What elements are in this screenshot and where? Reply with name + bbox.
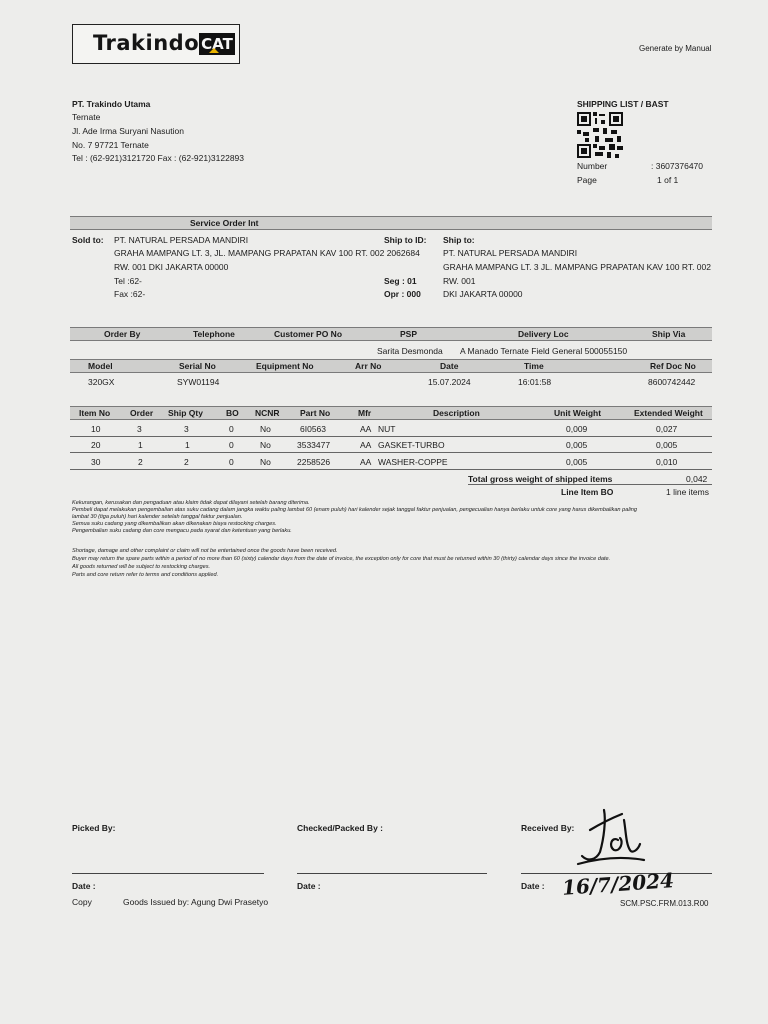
ship-qty-cell: 3 (184, 424, 189, 434)
items-header-band (70, 406, 712, 420)
description-cell: GASKET-TURBO (378, 440, 445, 450)
line-item-bo-label: Line Item BO (561, 487, 614, 497)
bo-cell: 0 (229, 457, 234, 467)
col-date: Date (440, 361, 459, 371)
goods-issued-by: Goods Issued by: Agung Dwi Prasetyo (123, 897, 269, 907)
item-no-cell: 20 (91, 440, 101, 450)
sold-to-address-1: GRAHA MAMPANG LT. 3, JL. MAMPANG PRAPATAN KAV 100 RT. 002 2062684 (114, 248, 420, 258)
company-city: Ternate (72, 112, 101, 122)
line-item-bo-value: 1 line items (666, 487, 709, 497)
serial-value: SYW01194 (177, 377, 220, 387)
ship-to-address-1: GRAHA MAMPANG LT. 3 JL. MAMPANG PRAPATAN KAV 100 RT. 002 (443, 262, 711, 272)
row-divider (70, 436, 712, 437)
sold-to-address-2: RW. 001 DKI JAKARTA 00000 (114, 262, 229, 272)
ship-qty-cell: 1 (185, 440, 190, 450)
number-value: : 3607376470 (651, 161, 703, 171)
col-ship-qty: Ship Qty (168, 408, 203, 418)
page-label: Page (577, 175, 597, 185)
trakindo-logo (72, 24, 240, 64)
service-order-title: Service Order Int (190, 218, 259, 228)
number-label: Number (577, 161, 608, 171)
description-cell: NUT (378, 424, 396, 434)
received-date-label: Date : (521, 881, 545, 891)
unit-weight-cell: 0,005 (566, 457, 588, 467)
part-no-cell: 6I0563 (300, 424, 326, 434)
sold-to-name: PT. NATURAL PERSADA MANDIRI (114, 235, 249, 245)
col-telephone: Telephone (193, 329, 235, 339)
legal-en-3: All goods returned will be subject to restocking charges. (72, 564, 211, 570)
order-cell: 2 (138, 457, 143, 467)
bo-cell: 0 (229, 424, 234, 434)
sold-to-label: Sold to: (72, 235, 104, 245)
generate-by-label: Generate by Manual (639, 44, 712, 53)
order-cell: 3 (137, 424, 142, 434)
col-psp: PSP (400, 329, 418, 339)
seg-value: Seg : 01 (384, 276, 417, 286)
company-street: Jl. Ade Irma Suryani Nasution (72, 126, 184, 136)
ncnr-cell: No (260, 457, 271, 467)
checked-date-label: Date : (297, 881, 321, 891)
part-no-cell: 3533477 (297, 440, 331, 450)
ncnr-cell: No (260, 424, 271, 434)
handwritten-date: 16/7/2024 (561, 868, 675, 900)
page-value: 1 of 1 (657, 175, 679, 185)
mfr-cell: AA (360, 424, 372, 434)
description-cell: WASHER-COPPE (378, 457, 448, 467)
bo-cell: 0 (229, 440, 234, 450)
date-value: 15.07.2024 (428, 377, 471, 387)
ship-to-id-label: Ship to ID: (384, 235, 427, 245)
col-model: Model (88, 361, 113, 371)
time-value: 16:01:58 (518, 377, 552, 387)
company-name: PT. Trakindo Utama (72, 99, 151, 109)
col-item-no: Item No (79, 408, 111, 418)
ship-qty-cell: 2 (184, 457, 189, 467)
ncnr-cell: No (260, 440, 271, 450)
service-order-band (70, 216, 712, 230)
row-divider (70, 452, 712, 453)
unit-weight-cell: 0,005 (566, 440, 588, 450)
model-header-band (70, 359, 712, 373)
cat-logo (199, 33, 235, 55)
cat-logo-text: CAT (201, 35, 233, 53)
item-no-cell: 30 (91, 457, 101, 467)
col-description: Description (433, 408, 480, 418)
mfr-cell: AA (360, 457, 372, 467)
col-arr-no: Arr No (355, 361, 382, 371)
col-part-no: Part No (300, 408, 331, 418)
legal-en-1: Shortage, damage and other complaint or claim will not be entertained once the goods have been received. (72, 548, 338, 554)
legal-en-2: Buyer may return the spare parts within a period of no more than 60 (sixty) calendar days from the date of invoice, the exception only for core that must be returned within 30 (thirty) calendar days since the invoice date. (72, 556, 611, 562)
total-weight-label: Total gross weight of shipped items (468, 474, 613, 484)
unit-weight-cell: 0,009 (566, 424, 588, 434)
total-weight-value: 0,042 (686, 474, 708, 484)
col-order-by: Order By (104, 329, 141, 339)
ship-to-label: Ship to: (443, 235, 475, 245)
mfr-cell: AA (360, 440, 372, 450)
part-no-cell: 2258526 (297, 457, 331, 467)
delivery-loc-value: A Manado Ternate Field General 500055150 (460, 346, 628, 356)
extended-weight-cell: 0,010 (656, 457, 678, 467)
col-unit-weight: Unit Weight (554, 408, 602, 418)
col-customer-po: Customer PO No (274, 329, 343, 339)
legal-en-4: Parts and core return refer to terms and conditions applied. (72, 572, 219, 578)
col-bo: BO (226, 408, 239, 418)
extended-weight-cell: 0,005 (656, 440, 678, 450)
received-by-label: Received By: (521, 823, 575, 833)
sold-to-tel: Tel :62- (114, 276, 142, 286)
col-equipment-no: Equipment No (256, 361, 314, 371)
row-divider (70, 469, 712, 470)
col-mfr: Mfr (358, 408, 372, 418)
col-ncnr: NCNR (255, 408, 280, 418)
col-ref-doc: Ref Doc No (650, 361, 696, 371)
legal-id-5: Pengembalian suku cadang dan core mengacu pada syarat dan ketentuan yang berlaku. (72, 528, 292, 534)
qr-code-icon (577, 112, 623, 158)
item-no-cell: 10 (91, 424, 101, 434)
legal-id-2: Pembeli dapat melakukan pengembalian atas suku cadang dalam jangka waktu paling lambat 60 (enam puluh) hari kalender sejak tanggal faktur penjualan, pengecualian hanya berlaku untuk core yang harus dikembalikan paling (72, 507, 638, 513)
logo-wordmark: Trakindo (93, 31, 200, 55)
checked-by-label: Checked/Packed By : (297, 823, 383, 833)
picked-by-signature-line (72, 873, 264, 874)
legal-id-1: Kekurangan, kerusakan dan pengaduan atau klaim tidak dapat dilayani setelah barang diterima. (72, 500, 310, 506)
col-time: Time (524, 361, 544, 371)
opr-value: Opr : 000 (384, 289, 421, 299)
picked-by-label: Picked By: (72, 823, 116, 833)
form-code: SCM.PSC.FRM.013.R00 (620, 899, 709, 908)
legal-id-3: lambat 30 (tiga puluh) hari kalender setelah tanggal faktur penjualan. (72, 514, 243, 520)
ship-to-address-3: DKI JAKARTA 00000 (443, 289, 523, 299)
order-cell: 1 (138, 440, 143, 450)
ship-to-name: PT. NATURAL PERSADA MANDIRI (443, 248, 578, 258)
document-title: SHIPPING LIST / BAST (577, 99, 669, 109)
company-number: No. 7 97721 Ternate (72, 140, 149, 150)
copy-label: Copy (72, 897, 92, 907)
model-value: 320GX (88, 377, 115, 387)
col-order: Order (130, 408, 154, 418)
checked-by-signature-line (297, 873, 487, 874)
col-delivery-loc: Delivery Loc (518, 329, 569, 339)
order-header-band (70, 327, 712, 341)
company-phone: Tel : (62-921)3121720 Fax : (62-921)3122893 (72, 153, 245, 163)
col-extended-weight: Extended Weight (634, 408, 703, 418)
total-divider (468, 484, 712, 485)
sold-to-fax: Fax :62- (114, 289, 146, 299)
extended-weight-cell: 0,027 (656, 424, 678, 434)
psp-value: Sarita Desmonda (377, 346, 443, 356)
ship-to-address-2: RW. 001 (443, 276, 476, 286)
col-ship-via: Ship Via (652, 329, 686, 339)
ref-doc-value: 8600742442 (648, 377, 696, 387)
col-serial-no: Serial No (179, 361, 216, 371)
legal-id-4: Semua suku cadang yang dikembalikan akan dikenakan biaya restocking charges. (72, 521, 277, 527)
picked-date-label: Date : (72, 881, 96, 891)
